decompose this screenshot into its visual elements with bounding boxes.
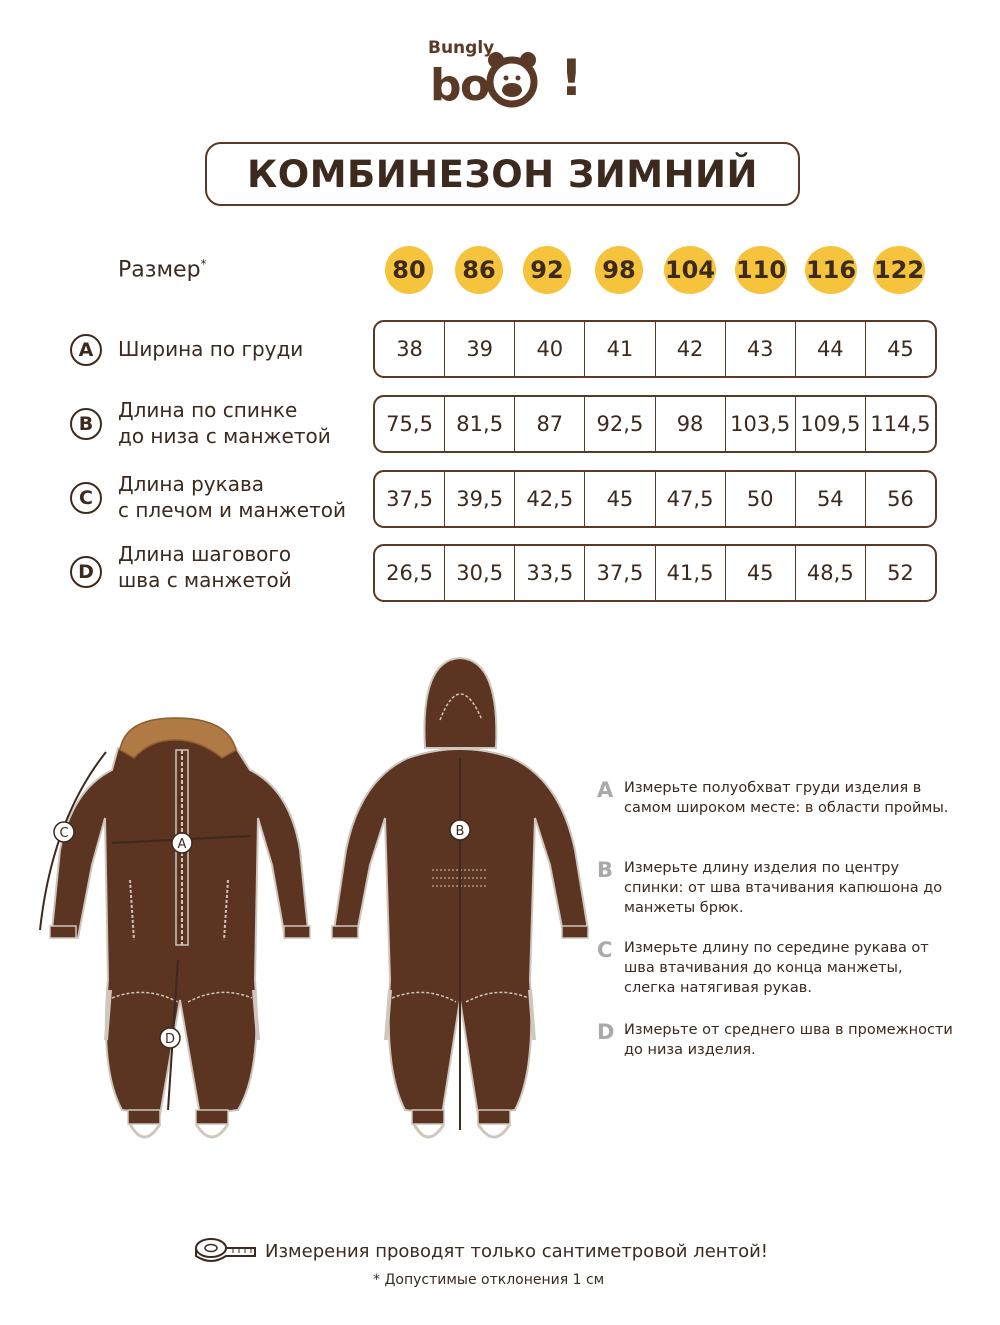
table-cell: 44 [796,322,866,376]
marker-d-label: D [164,1032,176,1047]
instruction-text: Измерьте длину изделия по центру спинки: от шва втачивания капюшона до манжеты брюк. [624,860,943,916]
row-letter-d: D [70,556,102,588]
table-cell: 103,5 [726,397,796,451]
instruction-letter: D [597,1020,615,1044]
row-letter-c: C [70,482,102,514]
row-letter-b: B [70,408,102,440]
table-cell: 50 [726,472,796,526]
footer-main: Измерения проводят только сантиметровой лентой! [265,1241,768,1262]
table-cell: 52 [887,561,914,585]
table-cell: 45 [585,472,655,526]
brand-small-text: Bungly [428,38,495,58]
footer-note: * Допустимые отклонения 1 см [373,1272,605,1288]
table-cell: 98 [656,397,726,451]
page-title: КОМБИНЕЗОН ЗИМНИЙ [247,152,758,196]
table-cell: 45 [887,337,914,361]
instruction-letter: C [597,938,613,962]
instruction-letter: A [597,778,614,802]
marker-a-label: A [177,837,187,852]
row-values-a [373,320,937,378]
front-view-garment [40,718,310,1137]
table-cell: 37,5 [375,472,445,526]
garment-diagrams [0,640,600,1160]
size-badge: 110 [735,246,787,294]
size-badge: 122 [873,246,925,294]
table-cell: 39,5 [445,472,515,526]
table-cell: 38 [375,322,445,376]
size-label: Размер* [118,257,207,283]
instruction-text: Измерьте от среднего шва в промежности до низа изделия. [624,1022,953,1058]
row-values-b [373,395,937,453]
table-cell: 81,5 [445,397,515,451]
table-cell: 48,5 [796,546,866,600]
row-label-b: Длина по спинке до низа с манжетой [118,398,331,448]
table-cell: 41 [585,322,655,376]
measuring-tape-icon [193,1236,259,1266]
svg-text:b: b [430,60,462,110]
table-cell: 87 [515,397,585,451]
table-cell: 40 [515,322,585,376]
back-view-garment [332,658,588,1137]
table-cell: 92,5 [585,397,655,451]
row-letter-a: A [70,334,102,366]
size-badge: 92 [523,246,571,294]
table-cell: 114,5 [870,412,931,436]
size-badge: 80 [385,246,433,294]
row-values-d [373,544,937,602]
svg-text:!: ! [560,49,583,107]
marker-b-label: B [455,824,465,839]
table-cell: 39 [445,322,515,376]
instruction-text: Измерьте полуобхват груди изделия в самом широком месте: в области проймы. [624,780,949,816]
table-cell: 37,5 [585,546,655,600]
row-values-c [373,470,937,528]
table-cell: 47,5 [656,472,726,526]
size-badge: 104 [664,246,716,294]
svg-text:o: o [460,60,491,110]
marker-c-label: C [59,826,69,841]
row-label-a: Ширина по груди [118,337,304,361]
title-box [205,142,800,206]
brand-logo [420,30,585,110]
size-badge: 86 [455,246,503,294]
table-cell: 75,5 [375,397,445,451]
table-cell: 42 [656,322,726,376]
size-badge: 116 [805,246,857,294]
size-badge: 98 [595,246,643,294]
table-cell: 43 [726,322,796,376]
table-cell: 109,5 [796,397,866,451]
table-cell: 41,5 [656,546,726,600]
instruction-text: Измерьте длину по середине рукава от шва втачивания до конца манжеты, слегка натягивая рукав. [624,940,929,996]
table-cell: 45 [726,546,796,600]
instruction-letter: B [597,858,614,882]
table-cell: 56 [887,487,914,511]
table-cell: 54 [796,472,866,526]
row-label-c: Длина рукава с плечом и манжетой [118,472,346,522]
table-cell: 30,5 [445,546,515,600]
table-cell: 42,5 [515,472,585,526]
row-label-d: Длина шагового шва с манжетой [118,542,292,592]
table-cell: 26,5 [375,546,445,600]
table-cell: 33,5 [515,546,585,600]
